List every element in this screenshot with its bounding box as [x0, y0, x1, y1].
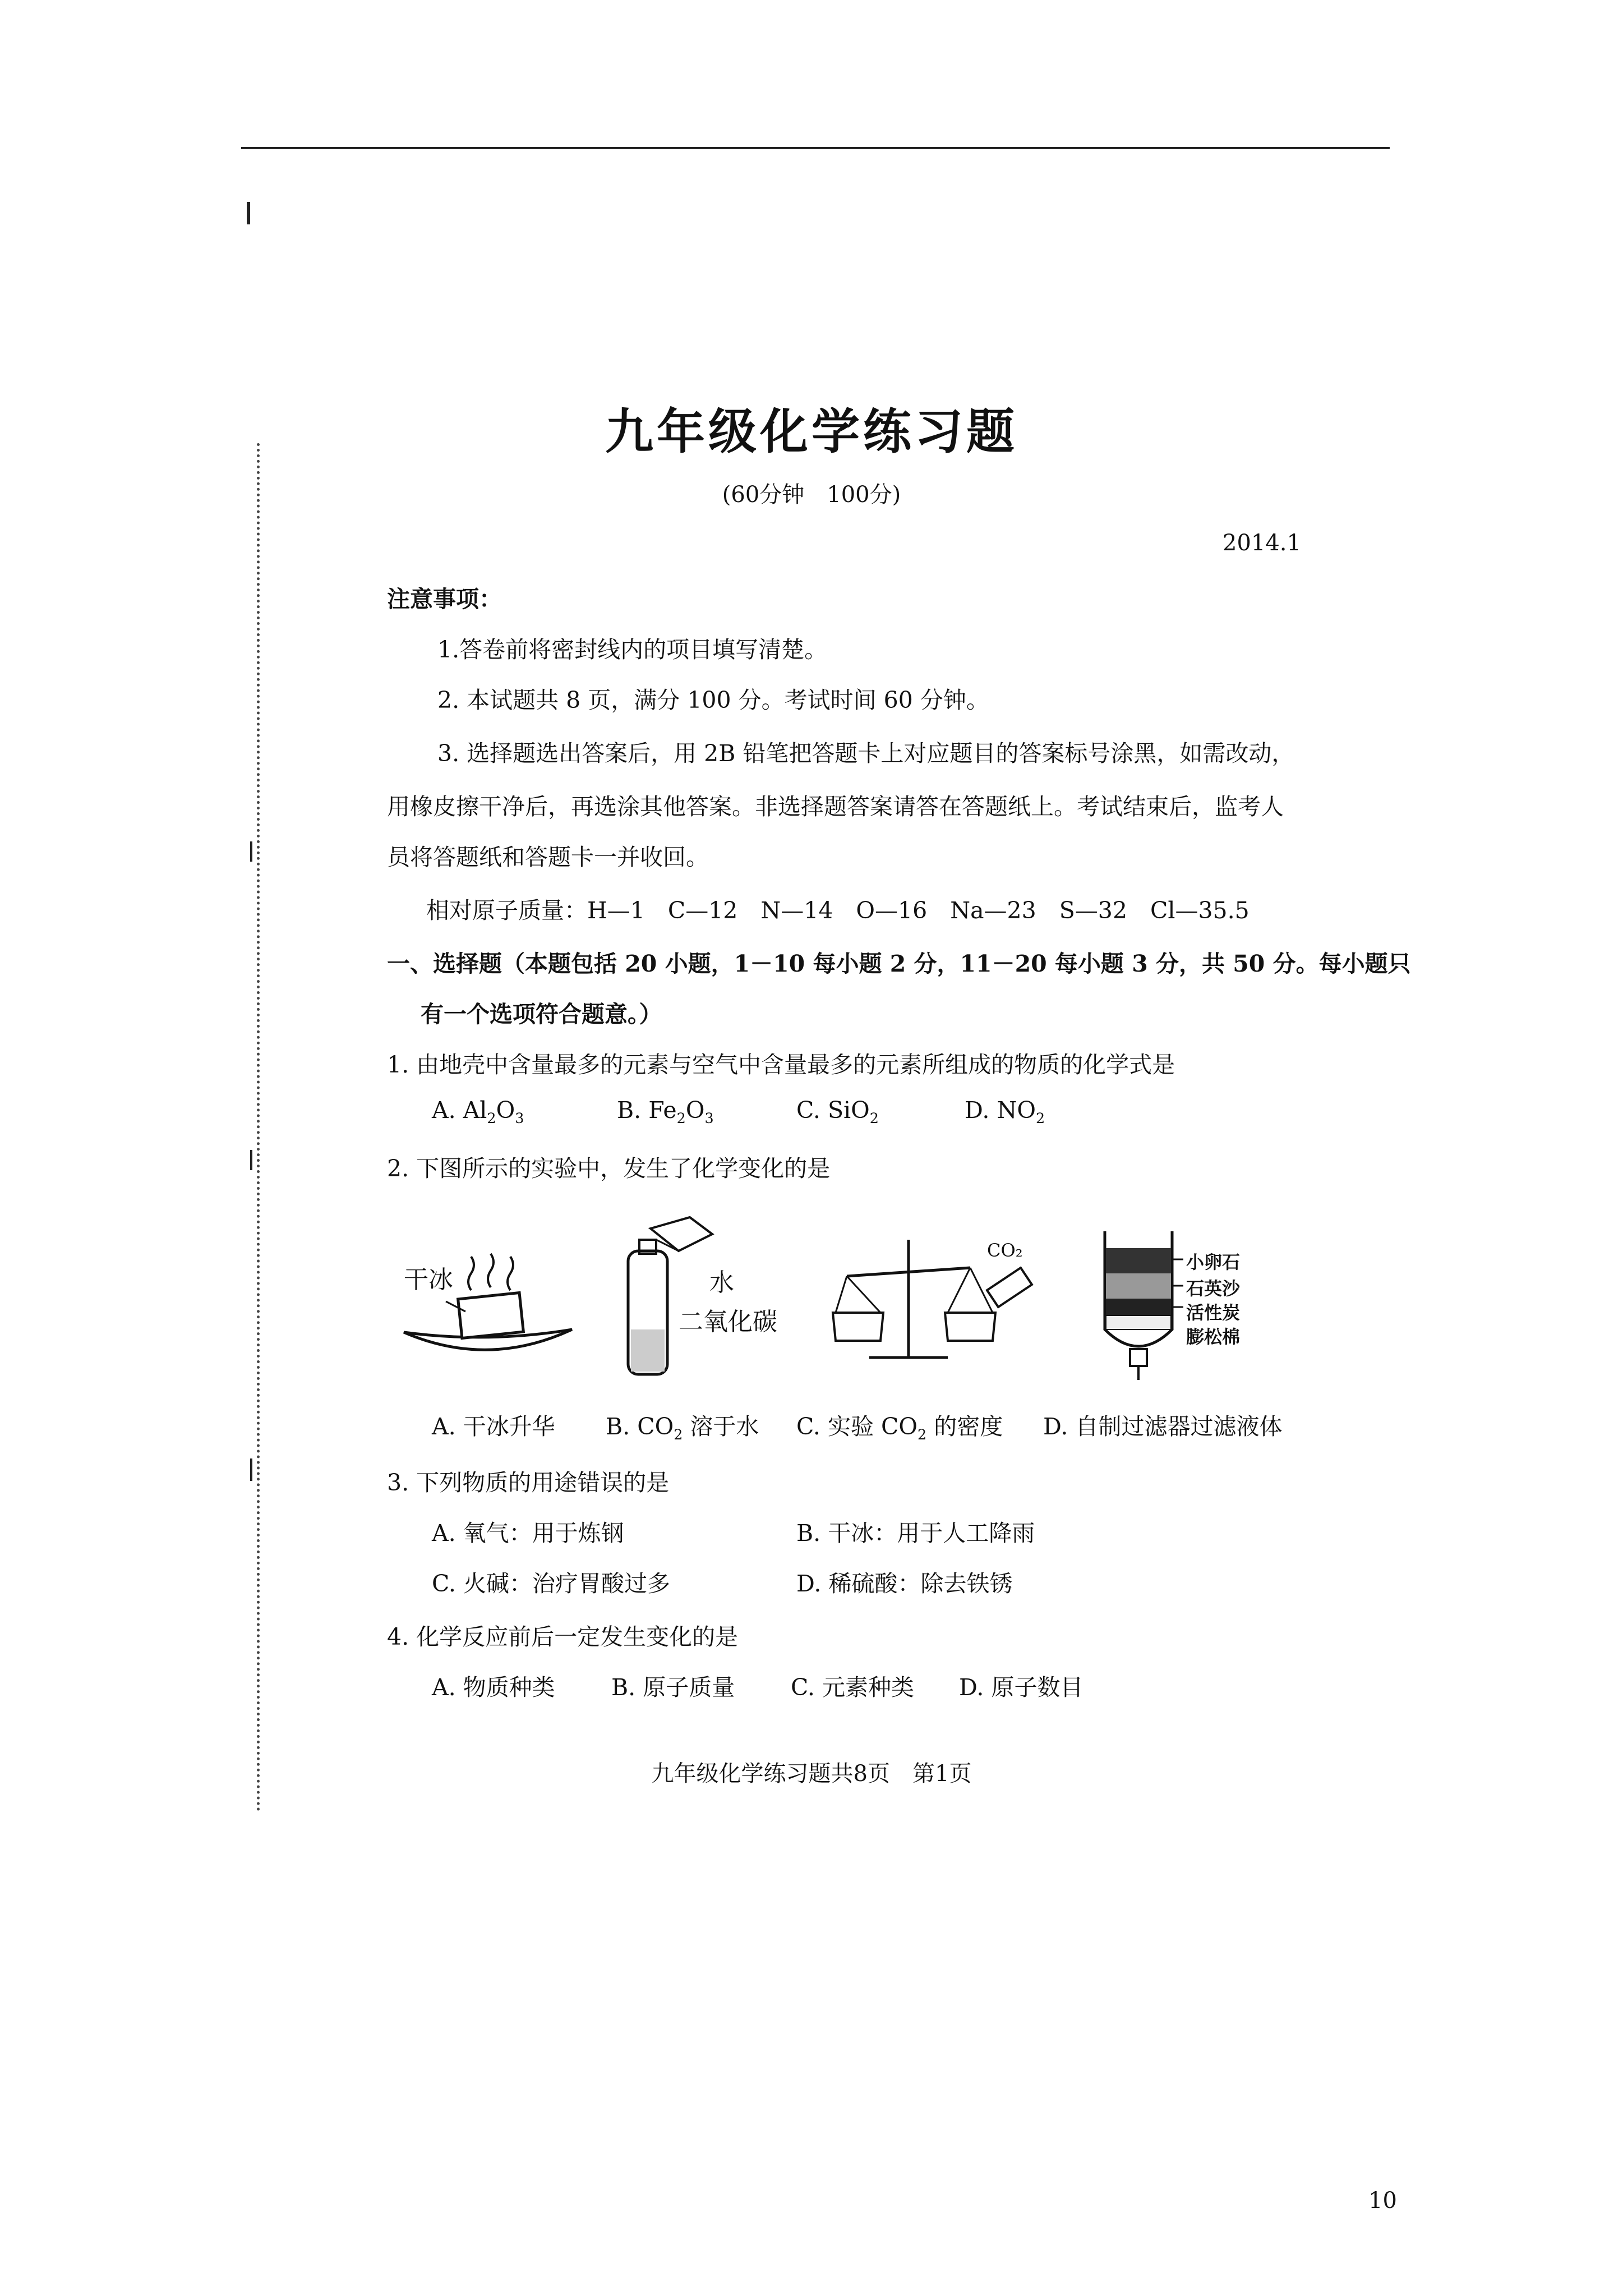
- q4-option-d: D. 原子数目: [959, 1674, 1083, 1701]
- label-dry-ice: 干冰: [404, 1266, 453, 1294]
- q3-option-a: A. 氧气：用于炼钢: [432, 1520, 624, 1547]
- label-carbon-dioxide: 二氧化碳: [679, 1308, 777, 1336]
- page-subtitle: (60分钟 100分): [722, 482, 901, 508]
- notes-item: 员将答题纸和答题卡一并收回。: [387, 844, 709, 871]
- q2-option-c: C. 实验 $CO_2$ 的密度: [796, 1413, 1003, 1443]
- notes-heading: 注意事项：: [387, 586, 502, 613]
- q1-option-a: A. $Al_2O_3$: [432, 1097, 524, 1127]
- margin-mark: [250, 841, 252, 862]
- q3-option-c: C. 火碱：治疗胃酸过多: [432, 1570, 670, 1597]
- q2-option-d: D. 自制过滤器过滤液体: [1043, 1413, 1283, 1440]
- page-footer: 九年级化学练习题共8页 第1页: [651, 1761, 972, 1787]
- margin-mark: [247, 202, 250, 224]
- section-heading-cont: 有一个选项符合题意。）: [421, 1001, 662, 1028]
- notes-item: 3. 选择题选出答案后，用 2B 铅笔把答题卡上对应题目的答案标号涂黑，如需改动，: [437, 740, 1295, 767]
- label-cotton: 膨松棉: [1186, 1326, 1241, 1347]
- q4-option-c: C. 元素种类: [791, 1674, 914, 1701]
- page-title: 九年级化学练习题: [605, 403, 1018, 460]
- question-4-stem: 4. 化学反应前后一定发生变化的是: [387, 1623, 739, 1650]
- q4-option-a: A. 物质种类: [432, 1674, 555, 1701]
- notes-item: 2. 本试题共 8 页，满分 100 分。考试时间 60 分钟。: [437, 687, 989, 714]
- label-quartz-sand: 石英沙: [1186, 1278, 1241, 1299]
- q2-option-b: B. $CO_2$ 溶于水: [606, 1413, 759, 1443]
- q1-option-b: B. $Fe_2O_3$: [617, 1097, 714, 1127]
- label-co2: CO₂: [987, 1240, 1023, 1261]
- question-3-stem: 3. 下列物质的用途错误的是: [387, 1469, 670, 1496]
- figure-filter: [1094, 1223, 1183, 1386]
- question-2-stem: 2. 下图所示的实验中，发生了化学变化的是: [387, 1155, 831, 1182]
- notes-item: 用橡皮擦干净后，再选涂其他答案。非选择题答案请答在答题纸上。考试结束后，监考人: [387, 793, 1284, 820]
- q1-option-d: D. $NO_2$: [965, 1097, 1045, 1127]
- page-number: 10: [1368, 2188, 1397, 2214]
- label-activated-carbon: 活性炭: [1186, 1302, 1241, 1323]
- atomic-mass-list: 相对原子质量：H—1 C—12 N—14 O—16 Na—23 S—32 Cl—35.5: [426, 897, 1249, 924]
- notes-item: 1.答卷前将密封线内的项目填写清楚。: [437, 636, 828, 663]
- q3-option-d: D. 稀硫酸：除去铁锈: [796, 1570, 1013, 1597]
- exam-date: 2014.1: [1223, 530, 1301, 556]
- question-1-stem: 1. 由地壳中含量最多的元素与空气中含量最多的元素所组成的物质的化学式是: [387, 1051, 1175, 1078]
- label-pebbles: 小卵石: [1186, 1251, 1241, 1273]
- q2-option-a: A. 干冰升华: [432, 1413, 555, 1440]
- label-water: 水: [709, 1268, 734, 1297]
- q3-option-b: B. 干冰：用于人工降雨: [796, 1520, 1035, 1547]
- q4-option-b: B. 原子质量: [611, 1674, 735, 1701]
- q1-option-c: C. SiO$_2$: [796, 1097, 879, 1127]
- section-heading: 一、选择题（本题包括 20 小题，1－10 每小题 2 分，11－20 每小题 3 分，共 50 分。每小题只: [387, 950, 1411, 977]
- margin-mark: [250, 1458, 252, 1481]
- margin-mark: [250, 1150, 252, 1170]
- top-rule: [241, 147, 1390, 149]
- binding-line: [257, 443, 260, 1812]
